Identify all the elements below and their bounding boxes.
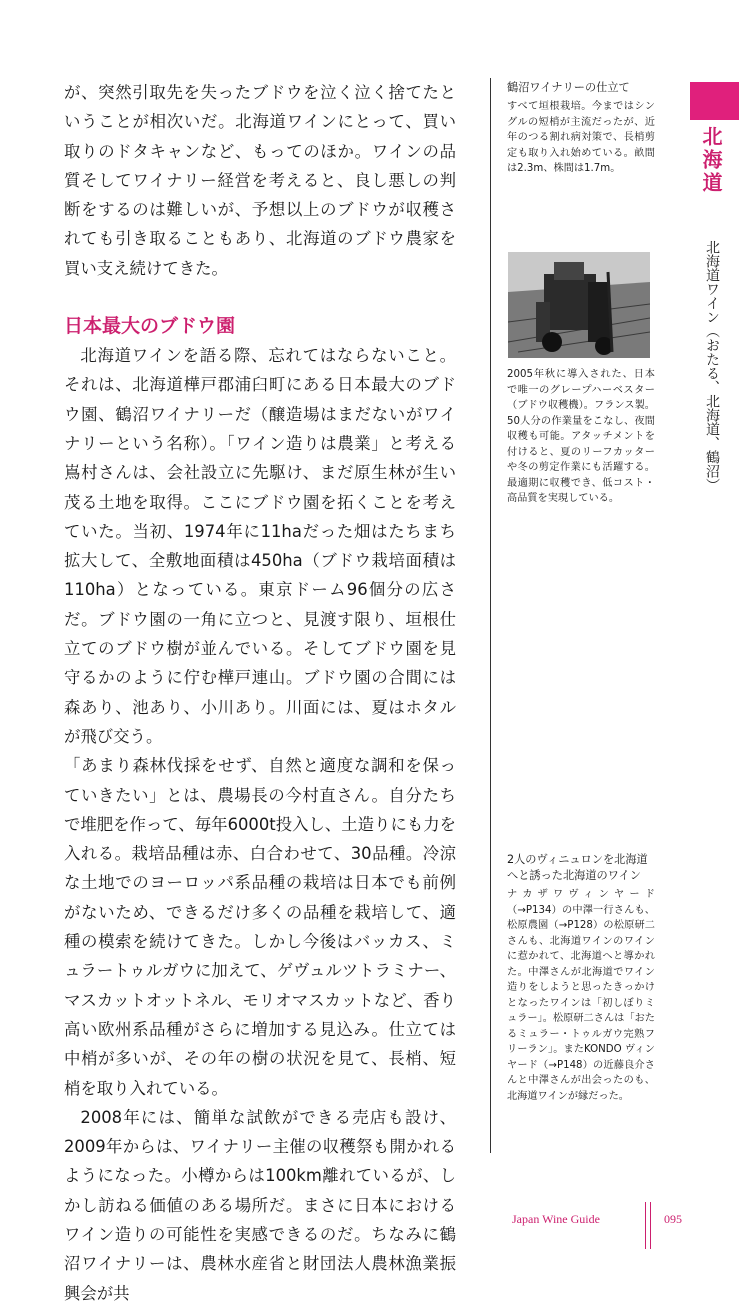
caption-body: ナカザワヴィンヤード（→P134）の中澤一行さんも、松原農園（→P128）の松原研二さんも、北海道ワインのワインに惹かれて、北海道へと導かれた。中澤さんが北海道でワイン造りをしようと思ったきっかけとなったワインは「初しぼりミュラー」。松原研二さんは「おたるミュラー・トゥルガウ完熟フリーラン」。またKONDO ヴィンヤード（→P148）の近藤良介さんと中澤さんが出会ったのも、北海道ワインが縁だった。 — [507, 889, 655, 1102]
section-heading: 日本最大のブドウ園 — [64, 315, 236, 338]
harvester-photo — [508, 252, 650, 358]
region-tab-marker — [690, 82, 739, 120]
column-divider — [490, 78, 491, 1153]
footer-rule — [645, 1202, 646, 1249]
footer-rule — [650, 1202, 651, 1249]
body-paragraph-2: 「あまり森林伐採をせず、自然と適度な調和を保っていきたい」とは、農場長の今村直さん。自分たちで堆肥を作って、毎年6000t投入し、土造りにも力を入れる。栽培品種は赤、白合わせて、30品種。冷涼な土地でのヨーロッパ系品種の栽培は日本でも前例がないため、できるだけ多くの品種を栽培して、適種の模索を続けてきた。しかし今後はバッカス、ミュラートゥルガウに加えて、ゲヴュルツトラミナー、マスカットオットネル、モリオマスカットなど、香り高い欧州系品種がさらに増加する見込み。仕立ては中梢が多いが、その年の樹の状況を見て、長梢、短梢を取り入れている。 — [64, 756, 457, 1098]
sidebar-caption-harvester — [507, 364, 655, 507]
section-subtitle: 北海道ワイン（おたる、北海道、鶴沼） — [704, 240, 720, 492]
footer-guide-title: Japan Wine Guide — [512, 1212, 600, 1226]
intro-paragraph: が、突然引取先を失ったブドウを泣く泣く捨てたということが相次いだ。北海道ワインにとって、買い取りのドタキャンなど、もってのほか。ワインの品質そしてワイナリー経営を考えると、良し悪しの判断をするのは難しいが、予想以上のブドウが収穫されても引き取ることもあり、北海道のブドウ農家を買い支え続けてきた。 — [64, 83, 456, 278]
sidebar-caption-vignerons — [507, 852, 655, 1104]
caption-body: すべて垣根栽培。今まではシングルの短梢が主流だったが、近年のつる割れ病対策で、長梢剪定も取り入れ始めている。畝間は2.3m、株間は1.7m。 — [507, 101, 655, 174]
harvester-illustration — [508, 252, 650, 358]
body-paragraph-3: 2008年には、簡単な試飲ができる売店も設け、2009年からは、ワイナリー主催の収穫祭も開かれるようになった。小樽からは100km離れているが、しかし訪ねる価値のある場所だ。まさに日本におけるワイン造りの可能性を実感できるのだ。ちなみに鶴沼ワイナリーは、農林水産省と財団法人農林漁業振興会が共 — [64, 1107, 456, 1303]
body-paragraph-1: 北海道ワインを語る際、忘れてはならないこと。それは、北海道樺戸郡浦臼町にある日本最大のブドウ園、鶴沼ワイナリーだ（醸造場はまだないがワイナリーという名称）。「ワイン造りは農業」と考える嶌村さんは、会社設立に先駆け、まだ原生林が生い茂る土地を取得。ここにブドウ園を拓くことを考えていた。当初、1974年に11haだった畑はたちまち拡大して、全敷地面積は450ha（ブドウ栽培面積は110ha）となっている。東京ドーム96個分の広さだ。ブドウ園の一角に立つと、見渡す限り、垣根仕立てのブドウ樹が並んでいる。そしてブドウ園を見守るかのように佇む樺戸連山。ブドウ園の合間には森あり、池あり、小川あり。川面には、夏はホタルが飛び交う。 — [64, 346, 456, 746]
main-column — [64, 78, 456, 1308]
caption-title: 2人のヴィニュロンを北海道へと誘った北海道のワイン — [507, 853, 648, 882]
page-number: 095 — [664, 1212, 682, 1226]
sidebar-caption-trellis — [507, 80, 655, 177]
caption-body: 2005年秋に導入された、日本で唯一のグレープハーベスター（ブドウ収穫機）。フランス製。50人分の作業量をこなし、夜間収穫も可能。アタッチメントを付けると、夏のリーフカッターや冬の剪定作業にも活躍する。最適期に収穫でき、低コスト・高品質を実現している。 — [507, 369, 655, 504]
region-label: 北海道 — [699, 126, 723, 195]
caption-title: 鶴沼ワイナリーの仕立て — [507, 81, 630, 94]
